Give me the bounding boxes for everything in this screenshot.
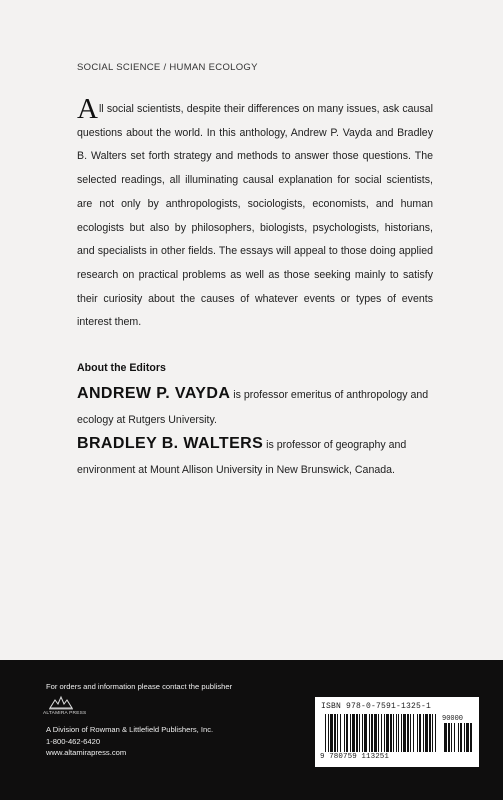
editor-bio-text: is professor of geography and environment at Mount Allison University in New Brunswick, Canada. (77, 439, 407, 476)
editor-name: ANDREW P. VAYDA (77, 385, 231, 402)
drop-cap: A (77, 93, 98, 125)
logo-text: ALTAMIRA PRESS (43, 711, 87, 716)
phone-line: 1-800-462-6420 (46, 736, 101, 746)
publisher-logo-icon (46, 694, 76, 722)
website-line: www.altamirapress.com (46, 748, 127, 757)
editor-bio-walters (77, 432, 433, 482)
contact-line: For orders and information please contact the publisher (46, 682, 233, 691)
description-paragraph (77, 93, 433, 335)
barcode-digits: 9 780759 113251 (320, 753, 390, 761)
price-addon: 90000 (442, 715, 464, 723)
publisher-info (46, 724, 213, 759)
editor-name: BRADLEY B. WALTERS (77, 435, 264, 452)
division-line: A Division of Rowman & Littlefield Publishers, Inc. (46, 725, 214, 734)
editor-bio-vayda (77, 382, 433, 432)
isbn-barcode (315, 697, 479, 767)
description-text: ll social scientists, despite their differences on many issues, ask causal questions about the world. In this anthology, Andrew P. Vayda and Bradley B. Walters set forth strategy and methods to answer those questions. The selected readings, all illuminating causal explanation for social scientists, are not only by anthropologists, sociologists, economists, and human ecologists but also by philosophers, biologists, psychologists, historians, and specialists in other fields. The essays will appeal to those doing applied research on practical problems as well as those seeking mainly to satisfy their curiosity about the causes of whatever events or types of events interest them. (77, 103, 433, 329)
editor-bio-text: is professor emeritus of anthropology and ecology at Rutgers University. (77, 389, 429, 426)
about-editors-heading: About the Editors (77, 362, 166, 374)
category-label: SOCIAL SCIENCE / HUMAN ECOLOGY (77, 62, 258, 73)
isbn-text: ISBN 978-0-7591-1325-1 (321, 702, 432, 711)
